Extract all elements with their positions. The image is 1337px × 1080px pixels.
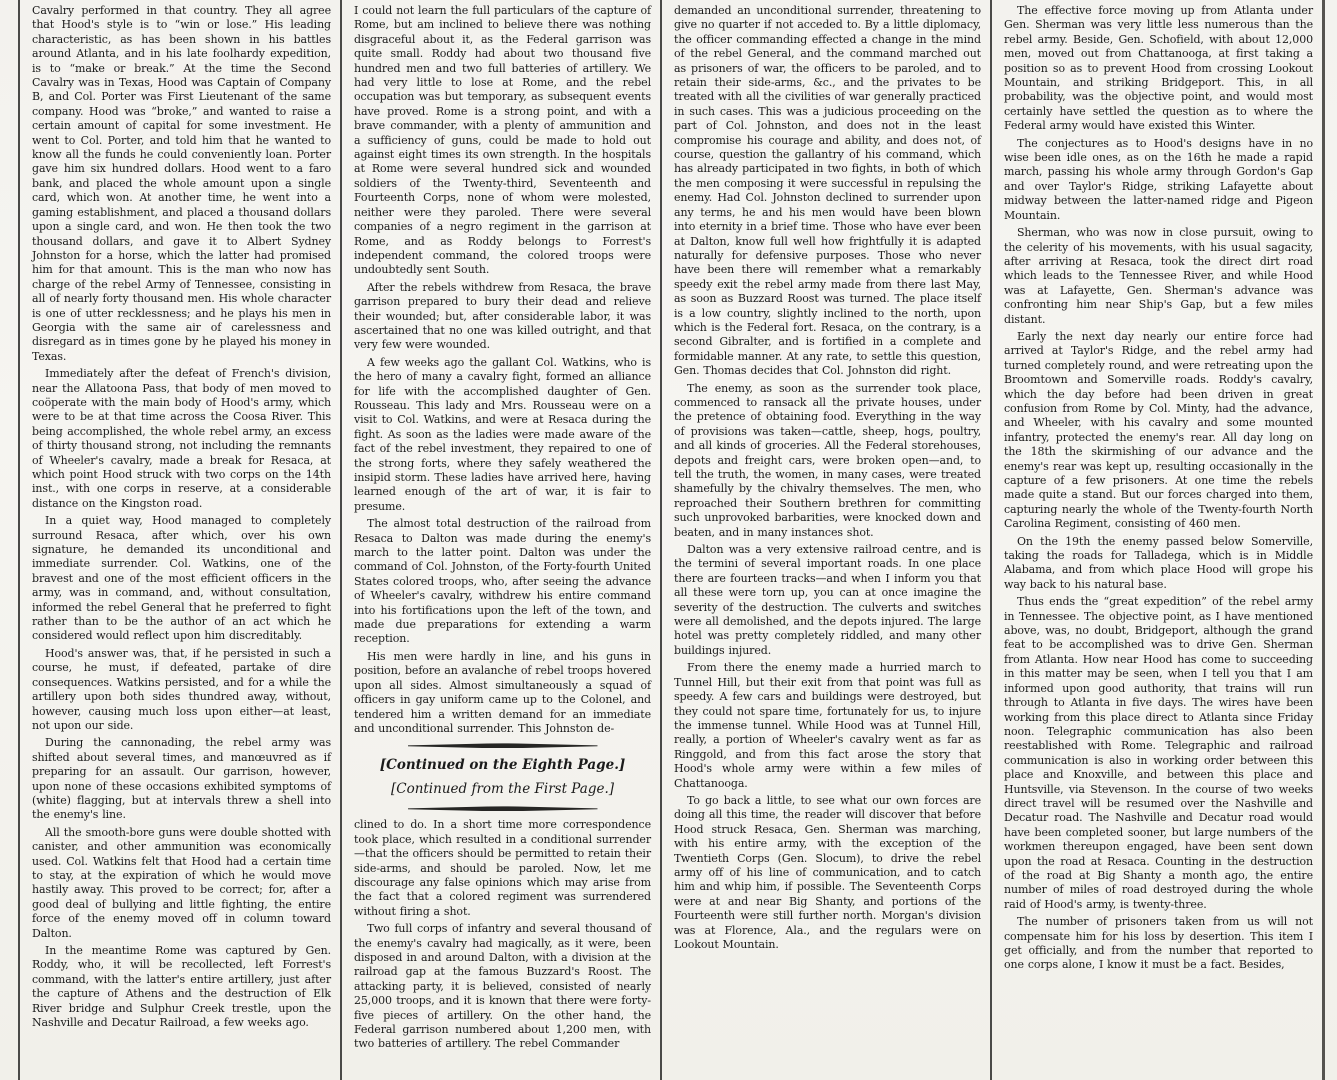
paragraph: From there the enemy made a hurried march to Tunnel Hill, but their exit from that point was full as speedy. A few cars and buildings were destroyed, but they could not spare time, fortunately for us, to injure the immense tunnel. While Hood was at Tunnel Hill, really, a portion of Wheeler's cavalry went as far as Ringgold, and from this fact arose the story that Hood's whole army were within a few miles of Chattanooga. [674, 661, 981, 790]
paragraph: The almost total destruction of the railroad from Resaca to Dalton was made during the enemy's march to the latter point. Dalton was under the command of Col. Johnston, of the Forty-fourth United States colored troops, who, after seeing the advance of Wheeler's cavalry, withdrew his entire command into his fortifications upon the left of the town, and made due preparations for extending a warm reception. [354, 517, 651, 646]
paragraph: Two full corps of infantry and several thousand of the enemy's cavalry had magically, as it were, been disposed in and around Dalton, with a division at the railroad gap at the famous Buzzard's Roost. The attacking party, it is believed, consisted of nearly 25,000 troops, and it is known that there were forty-five pieces of artillery. On the other hand, the Federal garrison numbered about 1,200 men, with two batteries of artillery. The rebel Commander [354, 922, 651, 1051]
paragraph: Cavalry performed in that country. They all agree that Hood's style is to “win or lose.” His leading characteristic, as has been shown in his battles around Atlanta, and in his late foolhardy expedition, is to “make or break.” At the time the Second Cavalry was in Texas, Hood was Captain of Company B, and Col. Porter was First Lieutenant of the same company. Hood was “broke,” and wanted to raise a certain amount of capital for some investment. He went to Col. Porter, and told him that he wanted to know all the funds he could conveniently loan. Porter gave him six hundred dollars. Hood went to a faro bank, and placed the whole amount upon a single card, which won. At another time, he went into a gaming establishment, and placed a thousand dollars upon a single card, and won. He then took the two thousand dollars, and gave it to Albert Sydney Johnston for a horse, which the latter had promised him for that amount. This is the man who now has charge of the rebel Army of Tennessee, consisting in all of nearly forty thousand men. His whole character is one of utter recklessness; and he plays his men in Georgia with the same air of carelessness and disregard as in times gone by he played his money in Texas. [32, 4, 331, 363]
continuation-notices [354, 743, 651, 811]
paragraph: His men were hardly in line, and his guns in position, before an avalanche of rebel troops hovered upon all sides. Almost simultaneously a squad of officers in gay uniform came up to the Colonel, and tendered him a written demand for an immediate and unconditional surrender. This Johnston de- [354, 649, 651, 735]
paragraph: The enemy, as soon as the surrender took place, commenced to ransack all the private houses, under the pretence of obtaining food. Everything in the way of provisions was taken—cattle, sheep, hogs, poultry, and all kinds of groceries. All the Federal storehouses, depots and freight cars, were broken open—and, to tell the truth, the women, in many cases, were treated shamefully by the chivalry themselves. The men, who reproached their Southern brethren for committing such unprovoked barbarities, were knocked down and beaten, and in many instances shot. [674, 381, 981, 539]
divider-rule [408, 743, 598, 748]
paragraph: demanded an unconditional surrender, threatening to give no quarter if not acceded to. By a little diplomacy, the officer commanding effected a change in the mind of the rebel General, and the command marched out as prisoners of war, the officers to be paroled, and to retain their side-arms, &c., and the privates to be treated with all the civilities of war generally practiced in such cases. This was a judicious proceeding on the part of Col. Johnston, and does not in the least compromise his courage and ability, and does not, of course, question the gallantry of his command, which has already participated in two fights, in both of which the men composing it were successful in repulsing the enemy. Had Col. Johnston declined to surrender upon any terms, he and his men would have been blown into eternity in a brief time. Those who have ever been at Dalton, know full well how frightfully it is adapted naturally for defensive purposes. Those who never have been there will remember what a remarkably speedy exit the rebel army made from there last May, as soon as Buzzard Roost was turned. The place itself is a low country, slightly inclined to the north, upon which is the Federal fort. Resaca, on the contrary, is a second Gibralter, and is fortified in a complete and formidable manner. At any rate, to settle this question, Gen. Thomas decides that Col. Johnston did right. [674, 4, 981, 378]
paragraph: A few weeks ago the gallant Col. Watkins, who is the hero of many a cavalry fight, formed an alliance for life with the accomplished daughter of Gen. Rousseau. This lady and Mrs. Rousseau were on a visit to Col. Watkins, and were at Resaca during the fight. As soon as the ladies were made aware of the fact of the rebel investment, they repaired to one of the strong forts, where they safely weathered the insipid storm. These ladies have arrived here, having learned enough of the art of war, it is fair to presume. [354, 355, 651, 513]
column-1-text [32, 4, 331, 1030]
paragraph: The number of prisoners taken from us will not compensate him for his loss by desertion. This item I get officially, and from the number that reported to one corps alone, I know it must be a fact. Besides, [1004, 915, 1313, 972]
news-column-1 [18, 0, 340, 1080]
paragraph: Early the next day nearly our entire force had arrived at Taylor's Ridge, and the rebel army had turned completely round, and were retreating upon the Broomtown and Somerville roads. Roddy's cavalry, which the day before had been driven in great confusion from Rome by Col. Minty, had the advance, and Wheeler, with his cavalry and some mounted infantry, protected the enemy's rear. All day long on the 18th the skirmishing of our advance and the enemy's rear was kept up, resulting occasionally in the capture of a few prisoners. At one time the rebels made quite a stand. But our forces charged into them, capturing nearly the whole of the Twenty-fourth North Carolina Regiment, consisting of 460 men. [1004, 329, 1313, 531]
continued-on-notice: [Continued on the Eighth Page.] [379, 757, 626, 774]
paragraph: Dalton was a very extensive railroad centre, and is the termini of several important roads. In one place there are fourteen tracks—and when I inform you that all these were torn up, you can at once imagine the severity of the destruction. The culverts and switches were all demolished, and the depots injured. The large hotel was pretty completely riddled, and many other buildings injured. [674, 543, 981, 657]
paragraph: During the cannonading, the rebel army was shifted about several times, and manœuvred as if preparing for an assault. Our garrison, however, upon none of these occasions exhibited symptoms of (white) flagging, but at intervals threw a shell into the enemy's line. [32, 736, 331, 822]
paragraph: In a quiet way, Hood managed to completely surround Resaca, after which, over his own signature, he demanded its unconditional and immediate surrender. Col. Watkins, one of the bravest and one of the most efficient officers in the army, was in command, and, without consultation, informed the rebel General that he preferred to fight rather than to be the author of an act which he considered would reflect upon him discreditably. [32, 514, 331, 643]
paragraph: I could not learn the full particulars of the capture of Rome, but am inclined to believe there was nothing disgraceful about it, as the Federal garrison was quite small. Roddy had about two thousand five hundred men and two full batteries of artillery. We had very little to lose at Rome, and the rebel occupation was but temporary, as subsequent events have proved. Rome is a strong point, and with a brave commander, with a plenty of ammunition and a sufficiency of guns, could be made to hold out against eight times its own strength. In the hospitals at Rome were several hundred sick and wounded soldiers of the Twenty-third, Seventeenth and Fourteenth Corps, none of whom were molested, neither were they paroled. There were several companies of a negro regiment in the garrison at Rome, and as Roddy belongs to Forrest's independent command, the colored troops were undoubtedly sent South. [354, 4, 651, 277]
paragraph: The effective force moving up from Atlanta under Gen. Sherman was very little less numerous than the rebel army. Beside, Gen. Schofield, with about 12,000 men, moved out from Chattanooga, at first taking a position so as to prevent Hood from crossing Lookout Mountain, and striking Bridgeport. This, in all probability, was the objective point, and would most certainly have settled the question as to where the Federal army would have existed this Winter. [1004, 4, 1313, 133]
paragraph: The conjectures as to Hood's designs have in no wise been idle ones, as on the 16th he made a rapid march, passing his whole army through Gordon's Gap and over Taylor's Ridge, striking Lafayette about midway between the latter-named ridge and Pigeon Mountain. [1004, 136, 1313, 222]
paragraph: clined to do. In a short time more correspondence took place, which resulted in a conditional surrender—that the officers should be permitted to retain their side-arms, and should be paroled. Now, let me discourage any false opinions which may arise from the fact that a colored regiment was surrendered without firing a shot. [354, 818, 651, 918]
news-column-4 [990, 0, 1325, 1080]
column-2-text-bottom [354, 818, 651, 1052]
column-4-text [1004, 4, 1313, 973]
paragraph: Hood's answer was, that, if he persisted in such a course, he must, if defeated, partake of dire consequences. Watkins persisted, and for a while the artillery upon both sides thundred away, without, however, causing much loss upon either—at least, not upon our side. [32, 646, 331, 732]
paragraph: Immediately after the defeat of French's division, near the Allatoona Pass, that body of men moved to coöperate with the main body of Hood's army, which were to be at that time across the Coosa River. This being accomplished, the whole rebel army, an excess of thirty thousand strong, not including the remnants of Wheeler's cavalry, made a break for Resaca, at which point Hood struck with two corps on the 14th inst., with one corps in reserve, at a considerable distance on the Kingston road. [32, 367, 331, 510]
divider-rule [408, 806, 598, 811]
paragraph: To go back a little, to see what our own forces are doing all this time, the reader will discover that before Hood struck Resaca, Gen. Sherman was marching, with his entire army, with the exception of the Twentieth Corps (Gen. Slocum), to drive the rebel army off of his line of communication, and to catch him and whip him, if possible. The Seventeenth Corps were at and near Big Shanty, and portions of the Fourteenth were still further north. Morgan's division was at Florence, Ala., and the regulars were on Lookout Mountain. [674, 793, 981, 951]
paragraph: All the smooth-bore guns were double shotted with canister, and other ammunition was economically used. Col. Watkins felt that Hood had a certain time to stay, at the expiration of which he would move hastily away. This proved to be correct; for, after a good deal of bullying and little fighting, the entire force of the enemy moved off in column toward Dalton. [32, 825, 331, 940]
paragraph: Thus ends the “great expedition” of the rebel army in Tennessee. The objective point, as I have mentioned above, was, no doubt, Bridgeport, although the grand feat to be accomplished was to drive Gen. Sherman from Atlanta. How near Hood has come to succeeding in this matter may be seen, when I tell you that I am informed upon good authority, that trains will run through to Atlanta in five days. The wires have been working from this place direct to Atlanta since Friday noon. Telegraphic communication has also been reestablished with Rome. Telegraphic and railroad communication is also in working order between this place and Knoxville, and between this place and Huntsville, via Stevenson. In the course of two weeks direct travel will be resumed over the Nashville and Decatur road. The Nashville and Decatur road would have been completed sooner, but large numbers of the workmen thereupon engaged, have been sent down upon the road at Resaca. Counting in the destruction of the road at Big Shanty a month ago, the entire number of miles of road destroyed during the whole raid of Hood's army, is twenty-three. [1004, 595, 1313, 911]
news-column-3 [660, 0, 990, 1080]
column-2-text-top [354, 4, 651, 736]
news-column-2 [340, 0, 660, 1080]
column-3-text [674, 4, 981, 952]
paragraph: In the meantime Rome was captured by Gen. Roddy, who, it will be recollected, left Forrest's command, with the latter's entire artillery, just after the capture of Athens and the destruction of Elk River bridge and Sulphur Creek trestle, upon the Nashville and Decatur Railroad, a few weeks ago. [32, 944, 331, 1030]
paragraph: After the rebels withdrew from Resaca, the brave garrison prepared to bury their dead and relieve their wounded; but, after considerable labor, it was ascertained that no one was killed outright, and that very few were wounded. [354, 280, 651, 352]
continued-from-notice: [Continued from the First Page.] [390, 781, 615, 798]
paragraph: Sherman, who was now in close pursuit, owing to the celerity of his movements, with his usual sagacity, after arriving at Resaca, took the direct dirt road which leads to the Tennessee River, and while Hood was at Lafayette, Gen. Sherman's advance was confronting him near Ship's Gap, but a few miles distant. [1004, 226, 1313, 326]
paragraph: On the 19th the enemy passed below Somerville, taking the roads for Talladega, which is in Middle Alabama, and from which place Hood will grope his way back to his natural base. [1004, 534, 1313, 591]
